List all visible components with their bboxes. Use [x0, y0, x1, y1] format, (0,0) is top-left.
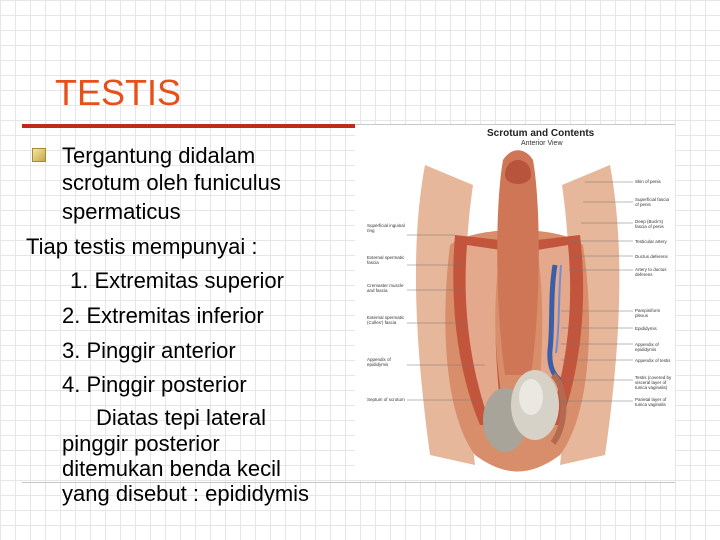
body-line-2: scrotum oleh funiculus — [62, 170, 281, 195]
figure-subtitle: Anterior View — [521, 140, 563, 147]
label-left-2: External spermatic fascia — [367, 255, 405, 265]
label-right-2: Superficial fascia of penis — [635, 197, 670, 207]
body-line-9: Diatas tepi lateral — [96, 405, 266, 430]
label-left-3: Cremaster muscle and fascia — [367, 283, 404, 293]
list-item-3: 3. Pinggir anterior — [62, 338, 236, 363]
body-line-1: Tergantung didalam — [62, 143, 256, 168]
label-right-10: Appendix of testis — [635, 358, 671, 363]
label-right-8: Epididymis — [635, 326, 657, 331]
body-line-3: spermaticus — [62, 199, 181, 224]
list-item-2: 2. Extremitas inferior — [62, 303, 264, 328]
body-line-10: pinggir posterior — [62, 431, 220, 456]
list-item-4: 4. Pinggir posterior — [62, 372, 247, 397]
label-right-6: Artery to ductus deferens — [635, 267, 667, 277]
label-left-5: Appendix of epididymis — [367, 357, 391, 367]
label-right-7: Pampiniform plexus — [635, 308, 661, 318]
list-item-1: 1. Extremitas superior — [70, 268, 284, 293]
label-left-4: External spermatic (Colles') fascia — [367, 315, 405, 325]
label-left-6: Septum of scrotum — [367, 397, 405, 402]
label-right-4: Testicular artery — [635, 239, 667, 244]
body-line-12: yang disebut : epididymis — [62, 481, 310, 506]
figure-title: Scrotum and Contents — [487, 128, 595, 139]
label-right-9: Appendix of epididymis — [635, 342, 659, 352]
body-line-4: Tiap testis mempunyai : — [26, 234, 258, 259]
anatomy-illustration — [355, 125, 675, 480]
slide-title: TESTIS — [55, 72, 182, 113]
label-right-3: Deep (Buck's) fascia of penis — [635, 219, 664, 229]
anatomy-figure — [355, 125, 675, 480]
label-right-5: Ductus deferens — [635, 254, 668, 259]
label-right-12: Parietal layer of tunica vaginalis — [635, 397, 667, 407]
label-left-1: Superficial inguinal ring — [367, 223, 405, 233]
body-line-11: ditemukan benda kecil — [62, 456, 281, 481]
bullet-icon — [32, 148, 46, 162]
label-right-1: Skin of penis — [635, 179, 661, 184]
label-right-11: Testis (covered by visceral layer of tunica vaginalis) — [635, 375, 672, 390]
